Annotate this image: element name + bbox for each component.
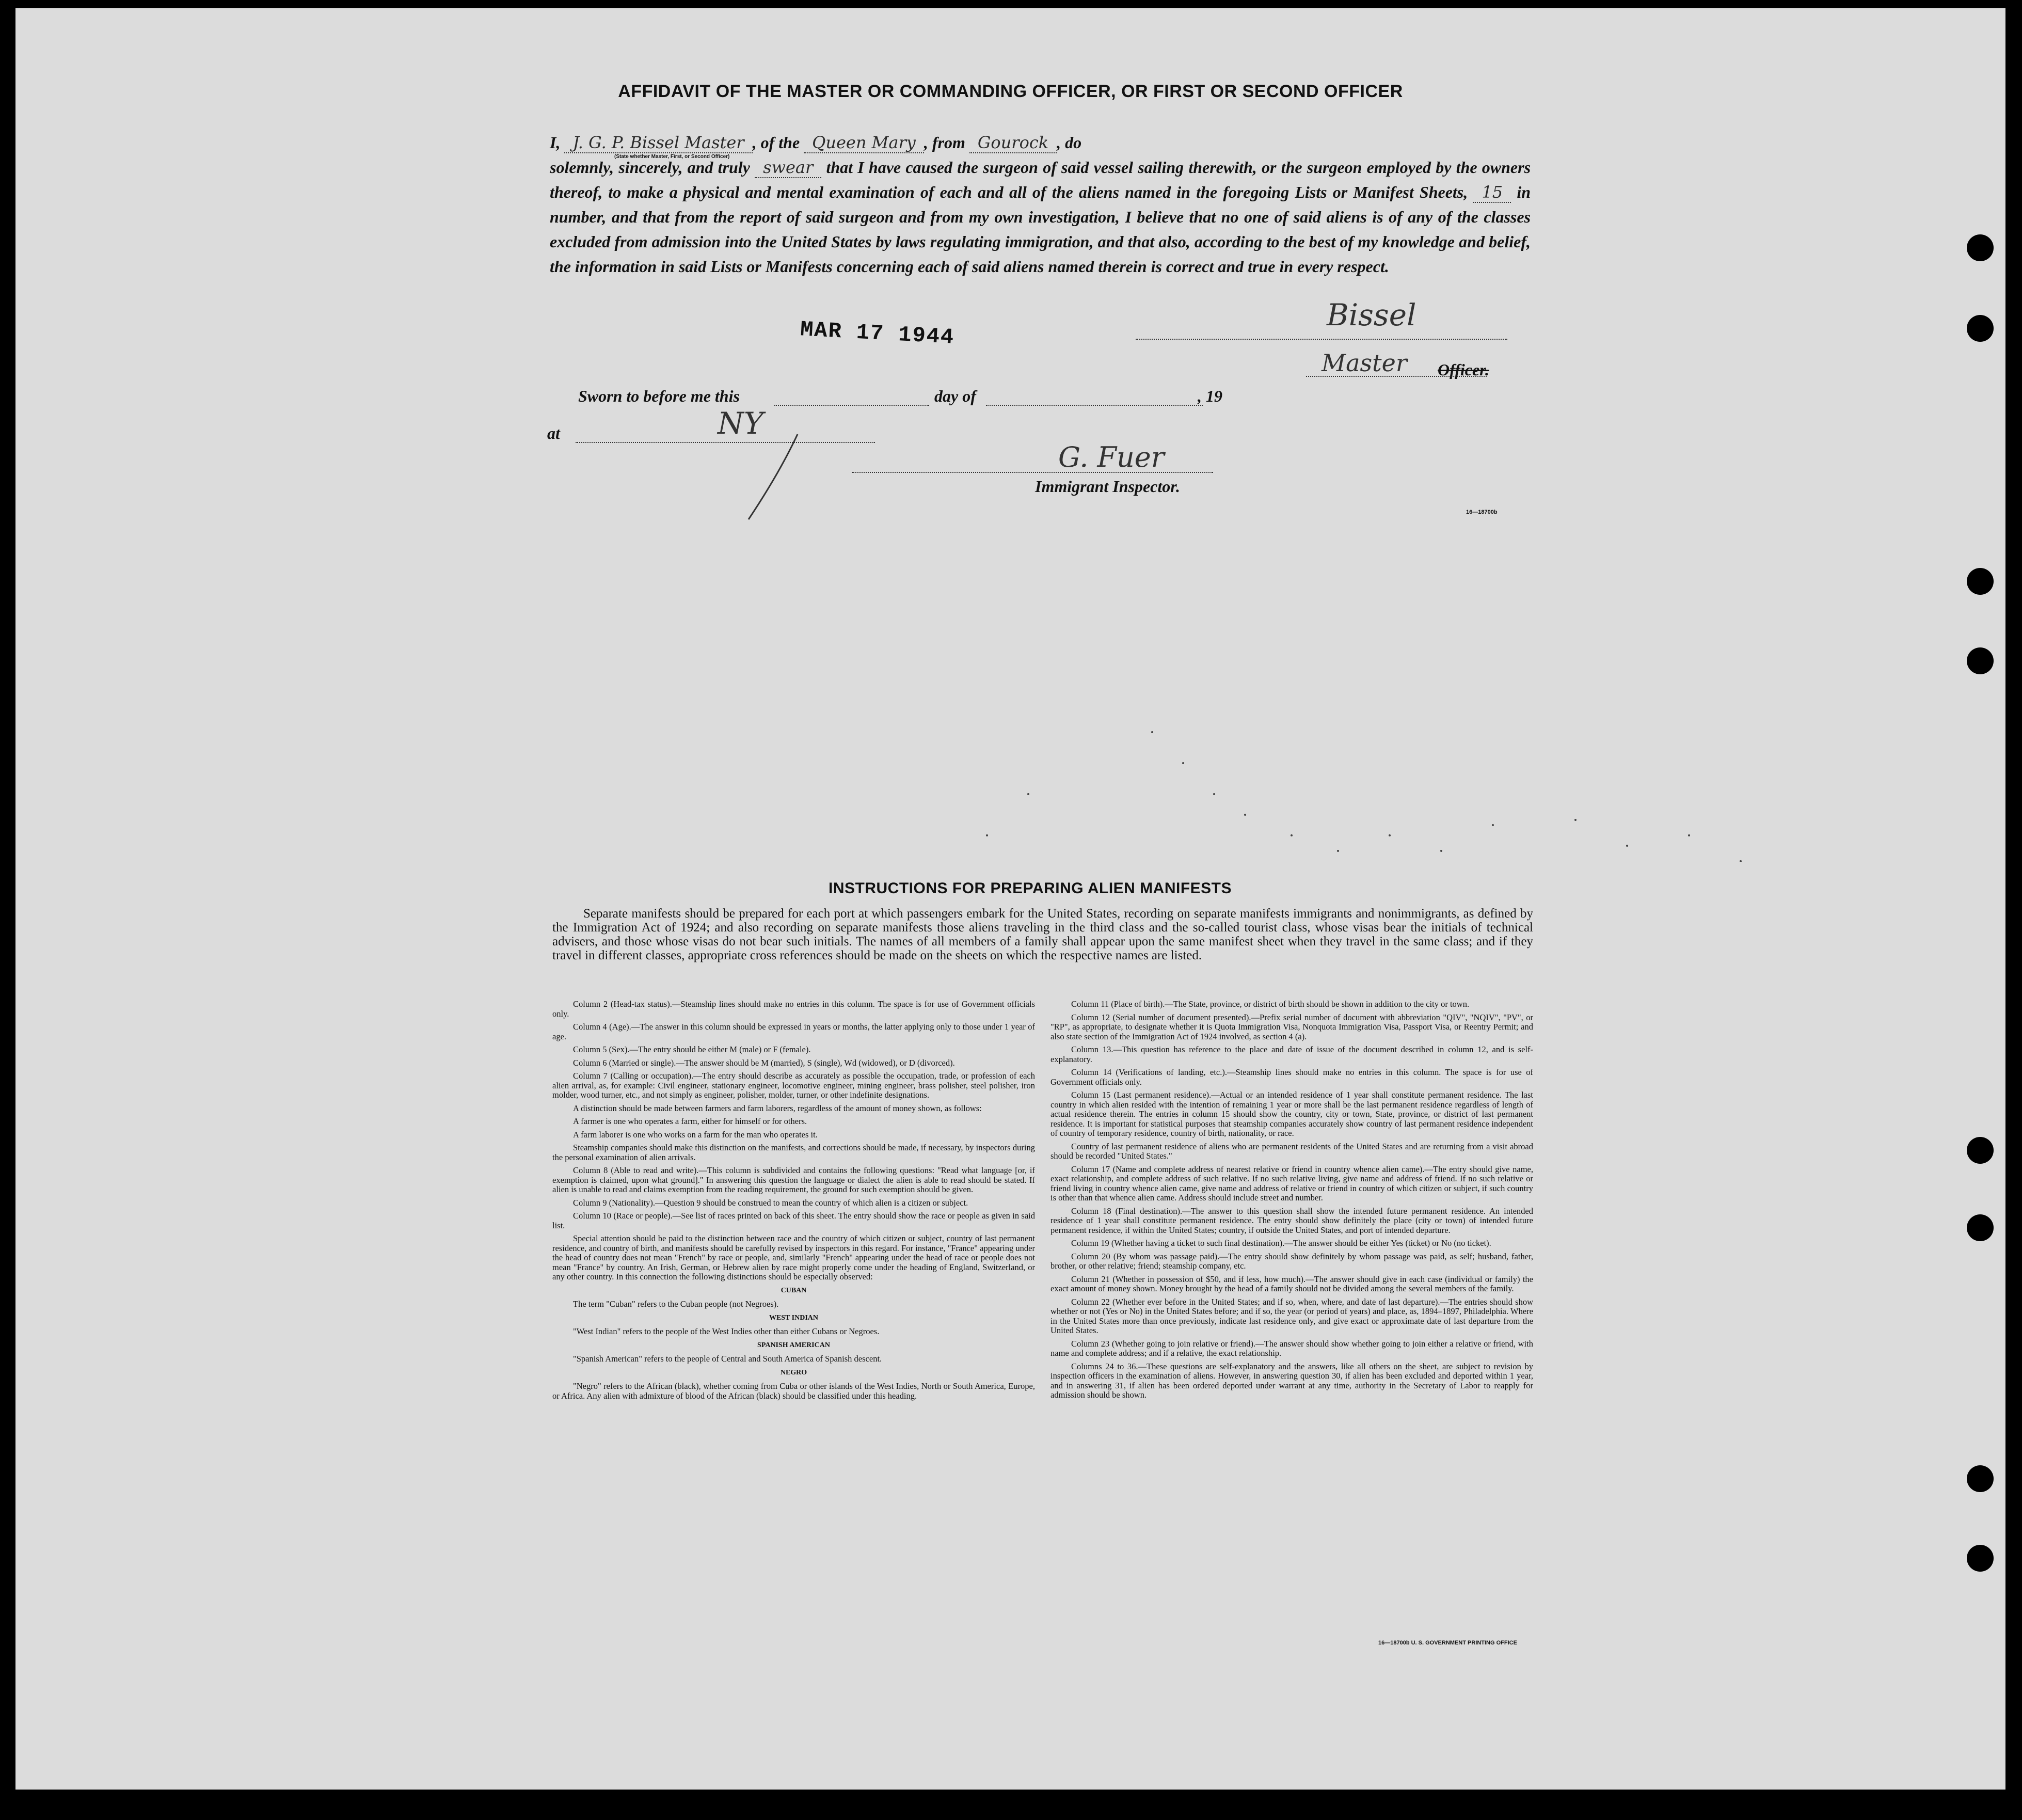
instruction-paragraph: Column 22 (Whether ever before in the United States; and if so, when, where, and date of last departure).—The entries should show whether or not (Yes or No) in the United States before; and if so, the year (or period of years) and place, as, 1894–1897, Philadelphia. Where in the United States more than once previously, indicate last residence only, and give exact or approximate date of last departure from the United States. xyxy=(1050,1296,1533,1335)
punch-hole xyxy=(1967,1137,1994,1164)
speck xyxy=(1213,793,1215,795)
instructions-intro: Separate manifests should be prepared for each port at which passengers embark for the United States, recording on separate manifests immigrants and nonimmigrants, as defined by the Immigration Act of 1924; and also recording on separate manifests those aliens traveling in the third class and the so-called tourist class, whose visas bear the initials of technical advisers, and those whose visas do not bear such initials. The names of all members of a family shall appear upon the same manifest sheet when they travel in the same class; and if they travel in different classes, appropriate cross references should be made on the sheets on which the respective names are listed. xyxy=(552,907,1533,962)
inspector-label: Immigrant Inspector. xyxy=(1035,477,1180,496)
instruction-paragraph: Country of last permanent residence of aliens who are permanent residents of the United States and are returning from a visit abroad should be recorded "United States." xyxy=(1050,1141,1533,1161)
speck xyxy=(1291,834,1293,836)
affidavit-do: , do xyxy=(1057,133,1082,152)
date-stamp: MAR 17 1944 xyxy=(799,317,956,350)
spanish-american-heading: SPANISH AMERICAN xyxy=(757,1341,830,1349)
instruction-paragraph: Column 17 (Name and complete address of nearest relative or friend in country whence alien came).—The entry should give name, exact relationship, and complete address of such relative. If no such relative living, give name and address of friend. If no such relative or friend living in country whence alien came, give name and address of relative or friend in country of which citizen or subject, if such country is other than that whence alien came. Address should include street and number. xyxy=(1050,1164,1533,1202)
instructions-title: INSTRUCTIONS FOR PREPARING ALIEN MANIFESTS xyxy=(829,880,1232,897)
speck xyxy=(1626,845,1628,847)
instruction-paragraph: Column 11 (Place of birth).—The State, province, or district of birth should be shown in addition to the city or town. xyxy=(1071,999,1470,1009)
affidavit-i: I, xyxy=(550,133,561,152)
instruction-paragraph: Column 10 (Race or people).—See list of races printed on back of this sheet. The entry should show the race or people as given in said list. xyxy=(552,1211,1035,1230)
speck xyxy=(1688,834,1690,836)
instruction-paragraph: Column 23 (Whether going to join relative or friend).—The answer should show whether going to join either a relative or friend, with name and complete address; and if a relative, the exact relationship. xyxy=(1050,1338,1533,1358)
sheet-count-field: 15 xyxy=(1473,182,1511,203)
sworn-day-line xyxy=(774,405,929,406)
officer-hand: Master xyxy=(1322,349,1407,377)
instruction-paragraph: Column 7 (Calling or occupation).—The entry should describe as accurately as possible the occupation, trade, or profession of each alien arrival, as, for example: Civil engineer, stationary engineer, locomotive engineer, mining engineer, brass polisher, steel polisher, iron molder, wood turner, etc., and not simply as engineer, polisher, molder, turner, or other indefinite designations. xyxy=(552,1071,1035,1100)
instruction-paragraph: A farmer is one who operates a farm, either for himself or for others. xyxy=(573,1116,807,1126)
year-label: , 19 xyxy=(1198,387,1222,405)
port-field: Gourock xyxy=(969,133,1057,153)
affidavit-text-1: that I have caused the surgeon of said vessel sailing therewith, or the surgeon employed by the owners thereof, to make a physical and mental examination of each and all of the aliens named in the foregoing Lists or Manifest Sheets, xyxy=(550,158,1531,201)
instruction-paragraph: Column 5 (Sex).—The entry should be either M (male) or F (female). xyxy=(573,1044,811,1054)
instruction-paragraph: Column 21 (Whether in possession of $50, and if less, how much).—The answer should give in each case (individual or family) the exact amount of money shown. Money brought by the head of a family should not be divided among the several members of the family. xyxy=(1050,1274,1533,1293)
vessel-name-field: Queen Mary xyxy=(804,133,924,153)
officer-line xyxy=(1306,376,1487,377)
speck xyxy=(1492,824,1494,826)
at-handwriting: NY xyxy=(718,406,764,441)
pen-stroke xyxy=(738,432,800,525)
spanish-american-definition: "Spanish American" refers to the people of Central and South America of Spanish descent. xyxy=(573,1354,882,1364)
sworn-month-line xyxy=(986,405,1203,406)
instruction-paragraph: Column 12 (Serial number of document presented).—Prefix serial number of document with abbreviation "QIV", "NQIV", "PV", or "RP", as appropriate, to designate whether it is Quota Immigration Visa, Nonquota Immigration Visa, Passport Visa, or Reentry Permit; and also state section of the Immigration Act of 1924 involved, as section 4 (a). xyxy=(1050,1012,1533,1041)
negro-heading: NEGRO xyxy=(780,1368,807,1376)
punch-hole xyxy=(1967,315,1994,342)
punch-hole xyxy=(1967,1545,1994,1572)
speck xyxy=(986,834,988,836)
cuban-definition: The term "Cuban" refers to the Cuban people (not Negroes). xyxy=(573,1299,779,1309)
punch-hole xyxy=(1967,1214,1994,1241)
instruction-paragraph: Column 20 (By whom was passage paid).—The entry should show definitely by whom passage was paid, as self; husband, father, brother, or other relative; friend; steamship company, etc. xyxy=(1050,1251,1533,1271)
instructions-right-column xyxy=(1050,1000,1533,1404)
affidavit-solemnly: solemnly, sincerely, and truly xyxy=(550,158,750,177)
oath-field: swear xyxy=(755,157,821,178)
master-signature: Bissel xyxy=(1327,297,1416,333)
instruction-paragraph: Column 6 (Married or single).—The answer should be M (married), S (single), Wd (widowed), or D (divorced). xyxy=(573,1057,955,1068)
speck xyxy=(1440,850,1442,852)
speck xyxy=(1151,731,1153,733)
day-of-label: day of xyxy=(934,387,976,405)
instruction-paragraph: Column 13.—This question has reference to the place and date of issue of the document described in column 12, and is self-explanatory. xyxy=(1050,1044,1533,1064)
speck xyxy=(1740,860,1742,862)
inspector-signature: G. Fuer xyxy=(1058,441,1165,473)
negro-definition: "Negro" refers to the African (black), whether coming from Cuba or other islands of the West Indies, North or South America, Europe, or Africa. Any alien with admixture of blood of the African (black) should be classified under this heading. xyxy=(552,1381,1035,1401)
instruction-paragraph: Column 18 (Final destination).—The answer to this question shall show the intended future permanent residence. An intended residence of 1 year shall constitute permanent residence. The entry should show definitely the place (city or town) of intended future permanent residence, if within the United States; country, if outside the United States, and port of intended departure. xyxy=(1050,1206,1533,1235)
inspector-line xyxy=(852,472,1213,473)
west-indian-heading: WEST INDIAN xyxy=(769,1313,819,1322)
affidavit-title: AFFIDAVIT OF THE MASTER OR COMMANDING OFFICER, OR FIRST OR SECOND OFFICER xyxy=(618,82,1403,101)
sworn-label: Sworn to before me this xyxy=(578,387,740,405)
instruction-paragraph: Special attention should be paid to the distinction between race and the country of which citizen or subject, country of last permanent residence, and country of birth, and manifests should be carefully revised by inspectors in this regard. For instance, "France" appearing under the head of country does not mean "French" by race or people, and, similarly "French" appearing under the head of race or people does not mean "France" by country. An Irish, German, or Hebrew alien by race might properly come under the heading of England, Switzerland, or any other country. In this connection the following distinctions should be especially observed: xyxy=(552,1233,1035,1281)
affidavit-text-2: in number, and that from the report of said surgeon and from my own investigation, I believe that no one of said aliens is of any of the classes excluded from admission into the United States by laws regulating immigration, and that also, according to the best of my knowledge and belief, the information in said Lists or Manifests concerning each of said aliens named therein is correct and true in every respect. xyxy=(550,183,1531,276)
instruction-paragraph: A distinction should be made between farmers and farm laborers, regardless of the amount of money shown, as follows: xyxy=(573,1103,982,1113)
master-name-field: J. G. P. Bissel Master xyxy=(564,133,752,153)
officer-label: Officer. xyxy=(1438,360,1489,379)
west-indian-definition: "West Indian" refers to the people of the West Indies other than either Cubans or Negroes. xyxy=(573,1326,880,1336)
punch-hole xyxy=(1967,1465,1994,1492)
affidavit-from: , from xyxy=(924,133,965,152)
instruction-paragraph: Column 4 (Age).—The answer in this column should be expressed in years or months, the latter applying only to those under 1 year of age. xyxy=(552,1022,1035,1041)
printing-office-code: 16—18700b U. S. GOVERNMENT PRINTING OFFICE xyxy=(1378,1640,1517,1646)
instruction-paragraph: Column 2 (Head-tax status).—Steamship lines should make no entries in this column. The space is for use of Government officials only. xyxy=(552,999,1035,1019)
at-line xyxy=(576,442,875,443)
instruction-paragraph: Column 15 (Last permanent residence).—Actual or an intended residence of 1 year shall constitute permanent residence. The last country in which alien resided with the intention of remaining 1 year or more shall be the last permanent residence regardless of length of actual residence therein. The entries in column 15 should show the country, city or town, State, province, or district of last permanent residence. It is important for statistical purposes that steamship companies accurately show country of last permanent residence independent of country of temporary residence, country of birth, nationality, or race. xyxy=(1050,1090,1533,1138)
instruction-paragraph: Column 19 (Whether having a ticket to such final destination).—The answer should be either Yes (ticket) or No (no ticket). xyxy=(1071,1238,1491,1248)
speck xyxy=(1337,850,1339,852)
at-label: at xyxy=(547,424,560,442)
speck xyxy=(1389,834,1391,836)
instruction-paragraph: A farm laborer is one who works on a farm for the man who operates it. xyxy=(573,1129,818,1140)
signature-line xyxy=(1136,339,1507,340)
instruction-paragraph: Steamship companies should make this distinction on the manifests, and corrections should be made, if necessary, by inspectors during the personal examination of alien arrivals. xyxy=(552,1143,1035,1162)
instruction-paragraph: Column 8 (Able to read and write).—This column is subdivided and contains the following questions: "Read what language [or, if exemption is claimed, upon what ground]." In answering this question the language or dialect the alien is able to read should be stated. If alien is unable to read and claims exemption from the reading requirement, the ground for such exemption should be given. xyxy=(552,1165,1035,1194)
speck xyxy=(1574,819,1577,821)
instructions-left-column xyxy=(552,1000,1035,1404)
punch-hole xyxy=(1967,568,1994,595)
instruction-paragraph: Column 14 (Verifications of landing, etc.).—Steamship lines should make no entries in this column. The space is for use of Government officials only. xyxy=(1050,1067,1533,1087)
form-code: 16—18700b xyxy=(1466,509,1498,515)
role-note: (State whether Master, First, or Second Officer) xyxy=(614,154,730,160)
speck xyxy=(1182,762,1184,764)
punch-hole xyxy=(1967,647,1994,674)
punch-hole xyxy=(1967,234,1994,261)
cuban-heading: CUBAN xyxy=(781,1286,807,1294)
affidavit-of-the: , of the xyxy=(752,133,800,152)
affidavit-body xyxy=(550,130,1531,279)
instruction-paragraph: Column 9 (Nationality).—Question 9 should be construed to mean the country of which alien is a citizen or subject. xyxy=(573,1197,968,1208)
document-sheet xyxy=(15,8,2005,1790)
speck xyxy=(1244,814,1246,816)
instruction-paragraph: Columns 24 to 36.—These questions are self-explanatory and the answers, like all others on the sheet, are subject to revision by inspection officers in the examination of aliens. However, in answering question 30, if alien has been excluded and deported within 1 year, and in answering 31, if alien has been ordered deported under warrant at any time, authority in the Secretary of Labor to reapply for admission should be shown. xyxy=(1050,1361,1533,1400)
speck xyxy=(1027,793,1029,795)
